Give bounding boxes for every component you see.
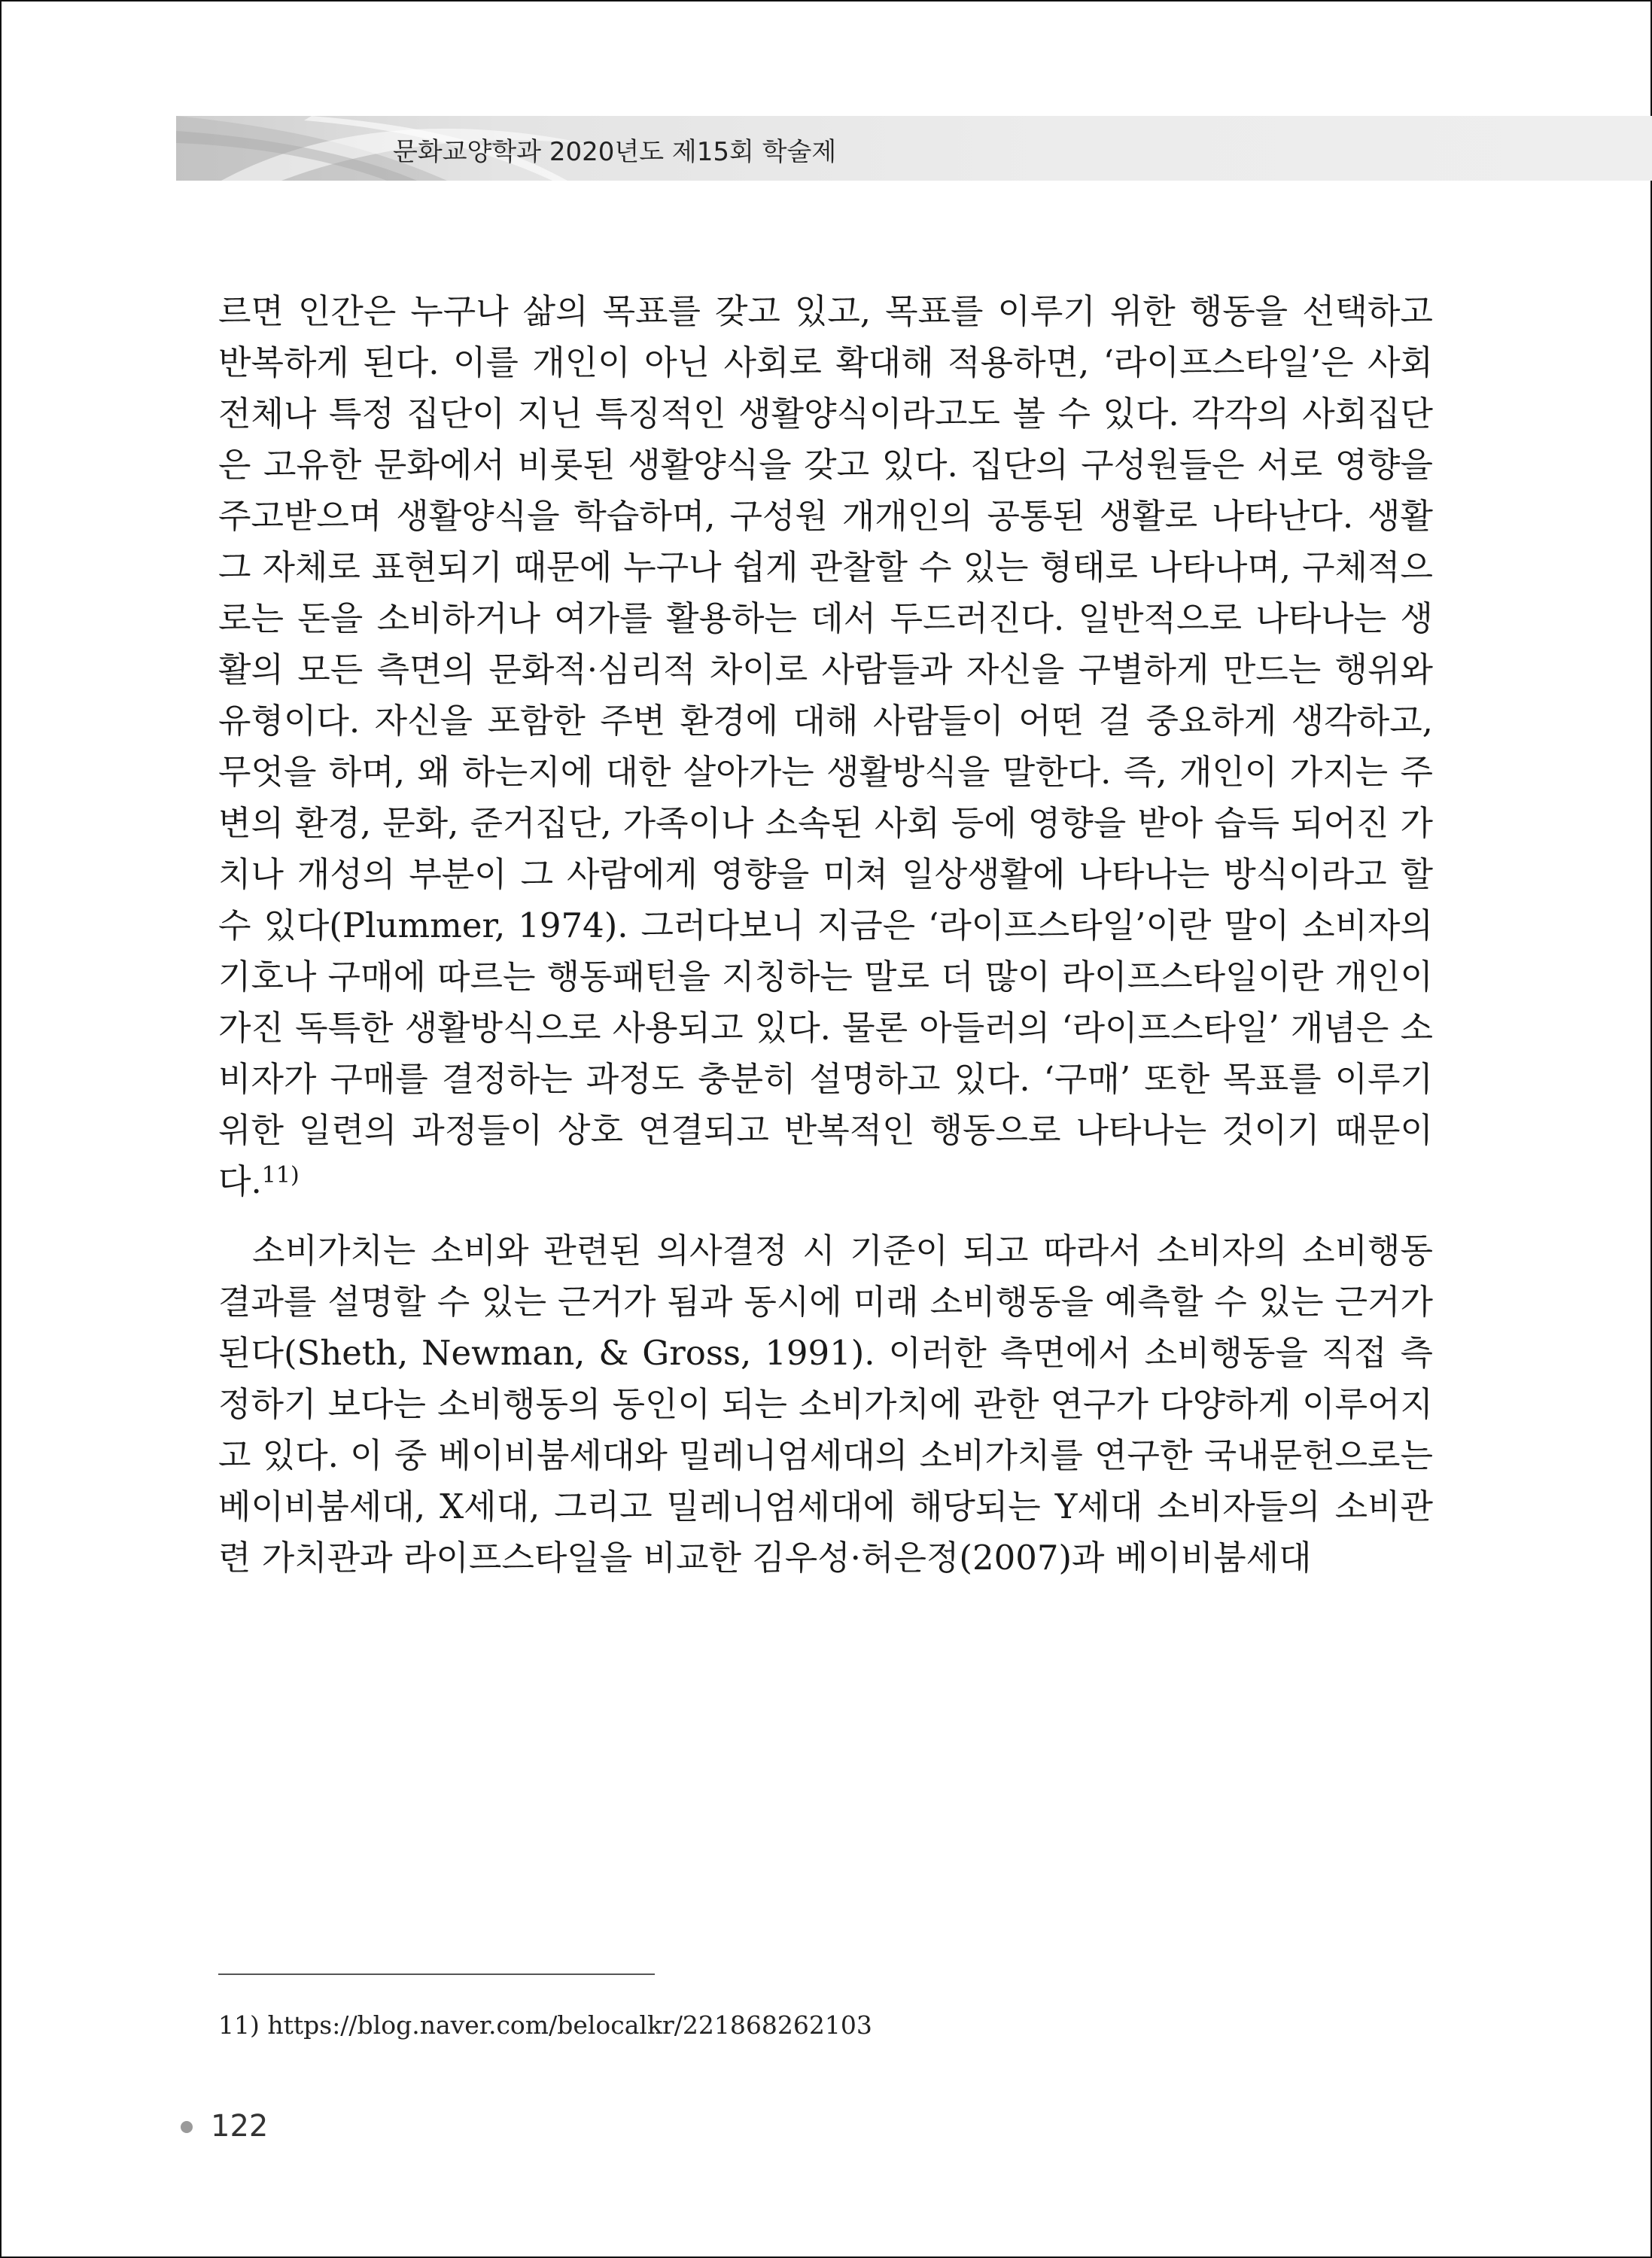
footnote-divider [218, 1973, 655, 1975]
page-number-bullet [181, 2121, 193, 2133]
page-number: 122 [211, 2109, 269, 2144]
body-text [218, 286, 1433, 1584]
running-header-title: 문화교양학과 2020년도 제15회 학술제 [393, 137, 837, 167]
footnote-text: 11) https://blog.naver.com/belocalkr/221868262103 [218, 2010, 872, 2040]
paragraph-1-text: 르면 인간은 누구나 삶의 목표를 갖고 있고, 목표를 이루기 위한 행동을 선택하고 반복하게 된다. 이를 개인이 아닌 사회로 확대해 적용하면, ‘라이프스타일’은 사회 전체나 특정 집단이 지닌 특징적인 생활양식이라고도 볼 수 있다. 각각의 사회집단은 고유한 문화에서 비롯된 생활양식을 갖고 있다. 집단의 구성원들은 서로 영향을 주고받으며 생활양식을 학습하며, 구성원 개개인의 공통된 생활로 나타난다. 생활 그 자체로 표현되기 때문에 누구나 쉽게 관찰할 수 있는 형태로 나타나며, 구체적으로는 돈을 소비하거나 여가를 활용하는 데서 두드러진다. 일반적으로 나타나는 생활의 모든 측면의 문화적·심리적 차이로 사람들과 자신을 구별하게 만드는 행위와 유형이다. 자신을 포함한 주변 환경에 대해 사람들이 어떤 걸 중요하게 생각하고, 무엇을 하며, 왜 하는지에 대한 살아가는 생활방식을 말한다. 즉, 개인이 가지는 주변의 환경, 문화, 준거집단, 가족이나 소속된 사회 등에 영향을 받아 습득 되어진 가치나 개성의 부분이 그 사람에게 영향을 미쳐 일상생활에 나타나는 방식이라고 할 수 있다(Plummer, 1974). 그러다보니 지금은 ‘라이프스타일’이란 말이 소비자의 기호나 구매에 따르는 행동패턴을 지칭하는 말로 더 많이 라이프스타일이란 개인이 가진 독특한 생활방식으로 사용되고 있다. 물론 아들러의 ‘라이프스타일’ 개념은 소비자가 구매를 결정하는 과정도 충분히 설명하고 있다. ‘구매’ 또한 목표를 이루기 위한 일련의 과정들이 상호 연결되고 반복적인 행동으로 나타나는 것이기 때문이다. [218, 291, 1433, 1201]
paragraph-2: 소비가치는 소비와 관련된 의사결정 시 기준이 되고 따라서 소비자의 소비행동 결과를 설명할 수 있는 근거가 됨과 동시에 미래 소비행동을 예측할 수 있는 근거가 된다(Sheth, Newman, & Gross, 1991). 이러한 측면에서 소비행동을 직접 측정하기 보다는 소비행동의 동인이 되는 소비가치에 관한 연구가 다양하게 이루어지고 있다. 이 중 베이비붐세대와 밀레니엄세대의 소비가치를 연구한 국내문헌으로는 베이비붐세대, X세대, 그리고 밀레니엄세대에 해당되는 Y세대 소비자들의 소비관련 가치관과 라이프스타일을 비교한 김우성·허은정(2007)과 베이비붐세대 [218, 1231, 1433, 1578]
footnote-reference[interactable]: 11) [261, 1162, 300, 1188]
paragraph-1 [218, 286, 1433, 1207]
